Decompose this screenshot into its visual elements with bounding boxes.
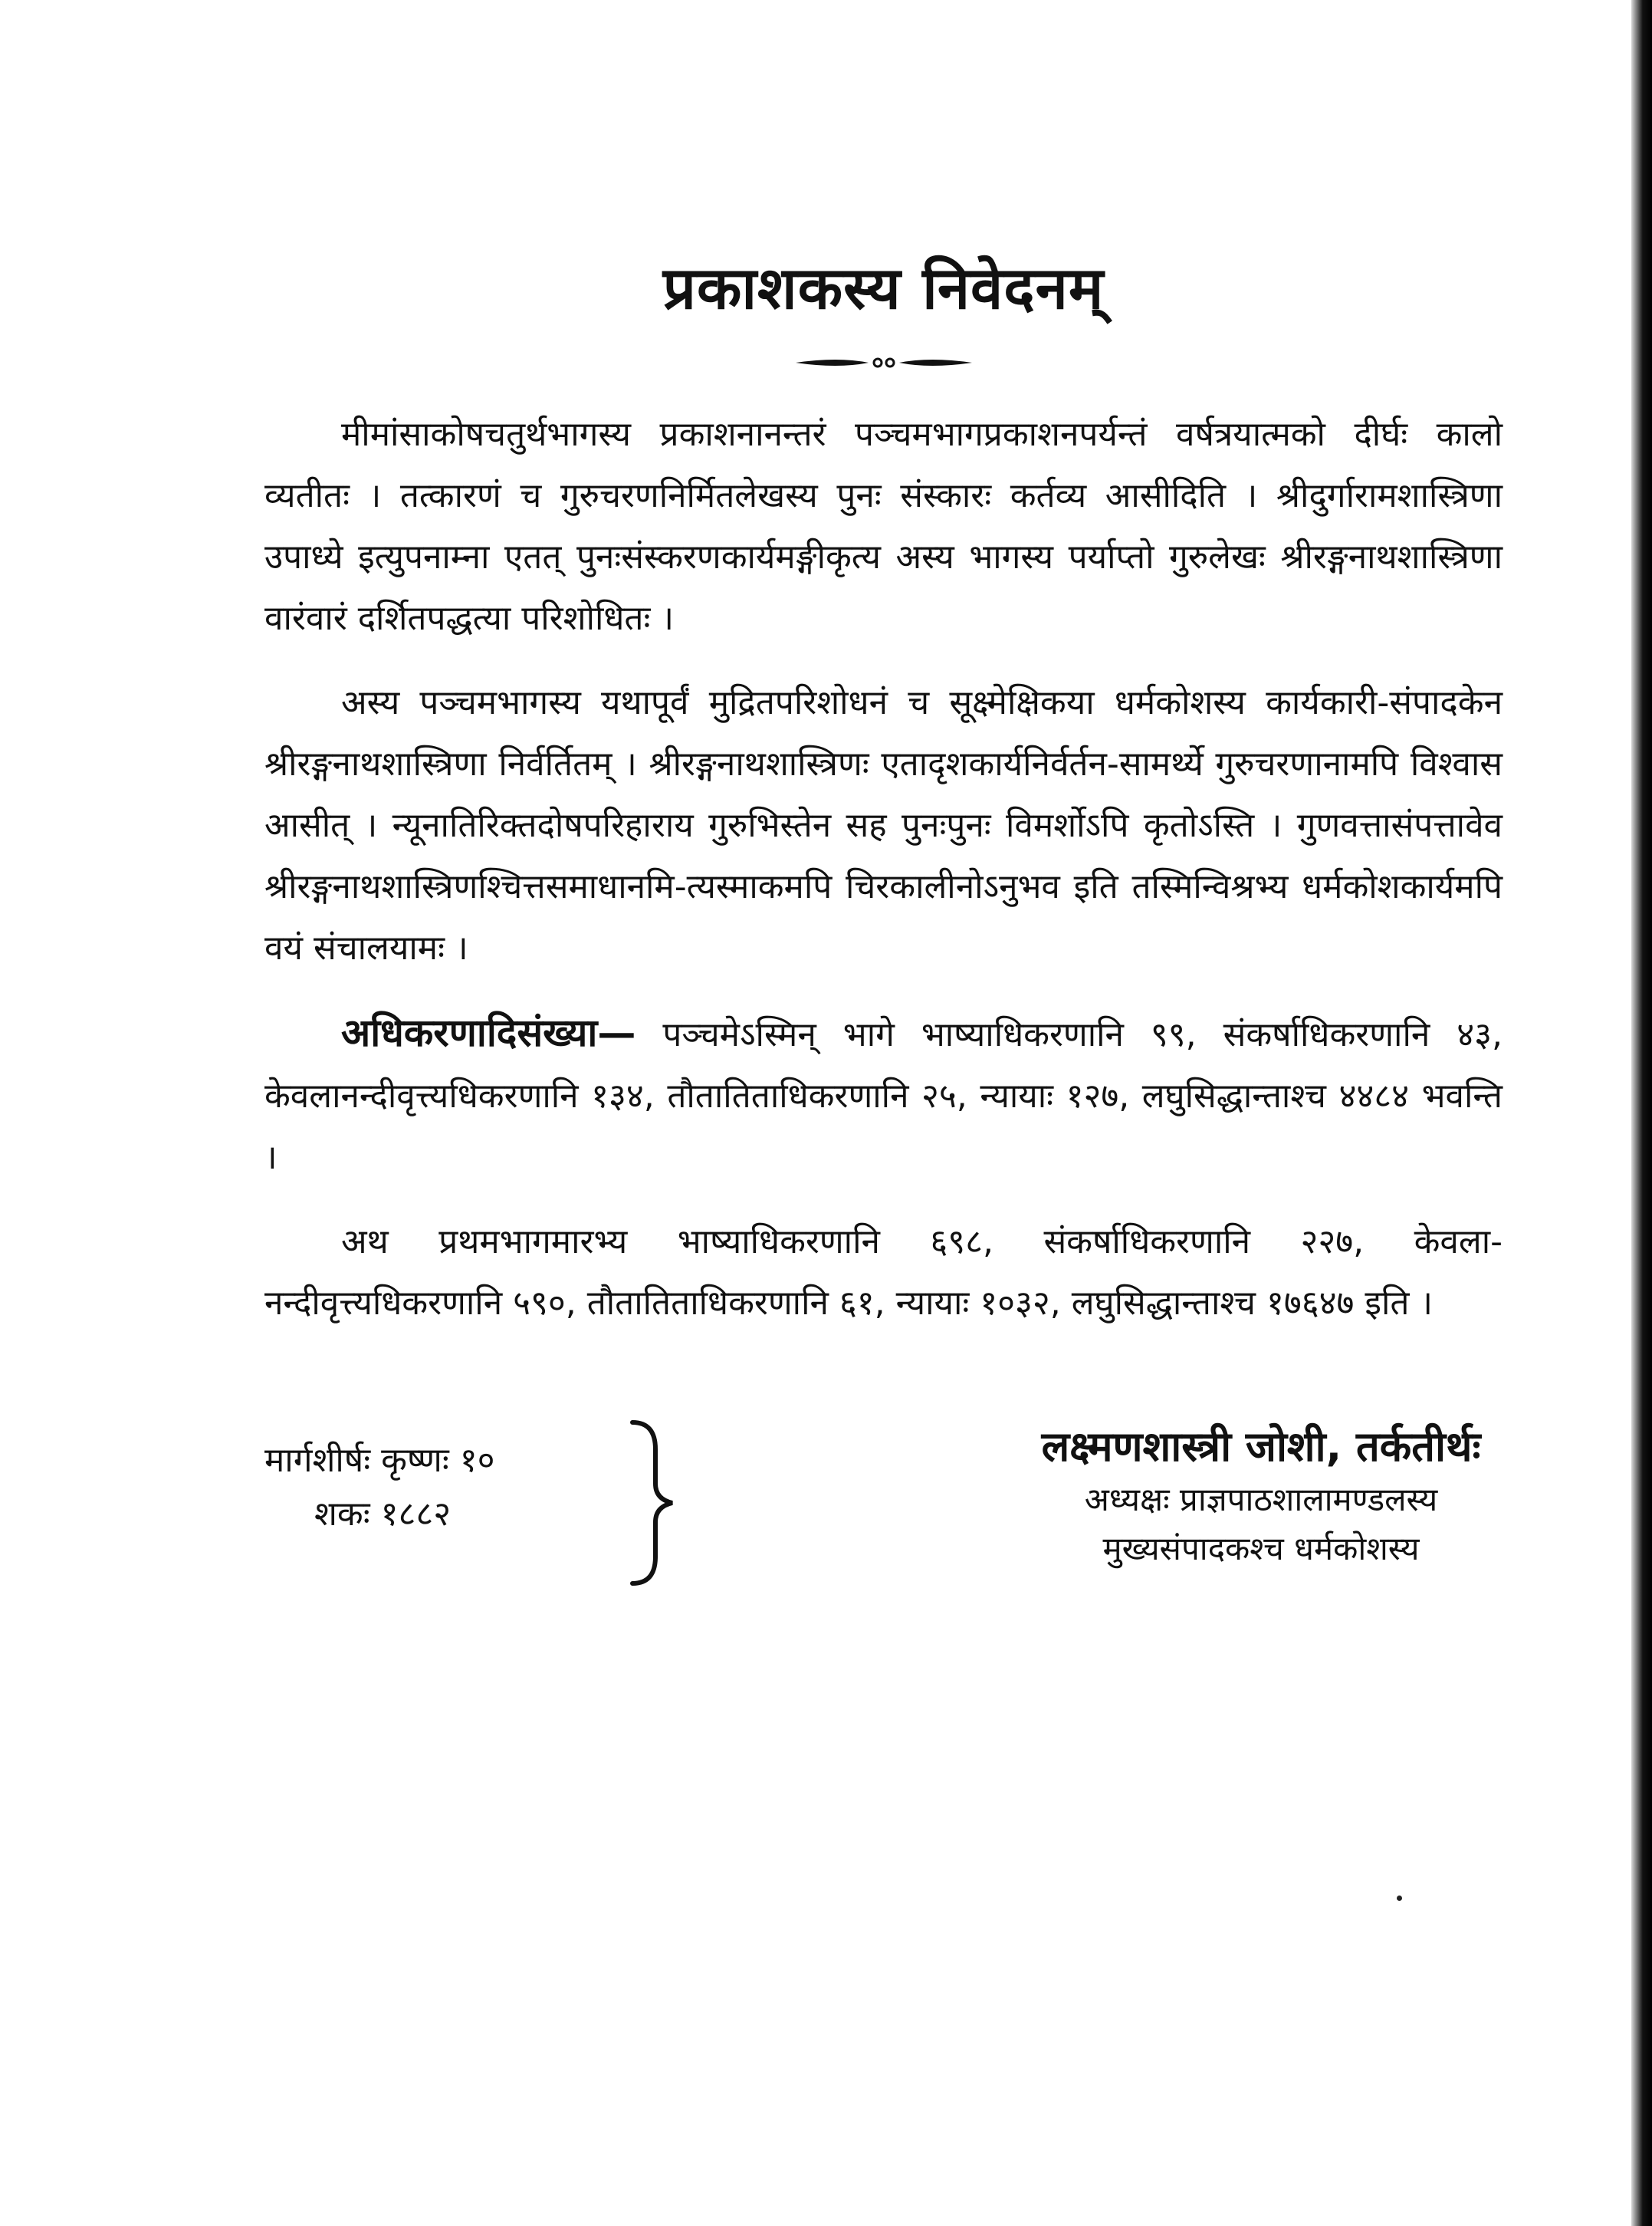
intro-paragraph: मीमांसाकोषचतुर्थभागस्य प्रकाशनानन्तरं पञ्चमभागप्रकाशनपर्यन्तं वर्षत्रयात्मको दीर्घः कालो व्यतीतः । तत्कारणं च गुरुचरणनिर्मितलेखस्य पुनः संस्कारः कर्तव्य आसीदिति । श्रीदुर्गारामशास्त्रिणा उपाध्ये इत्युपनाम्ना एतत् पुनःसंस्करणकार्यमङ्गीकृत्य अस्य भागस्य पर्याप्तो गुरुलेखः श्रीरङ्गनाथशास्त्रिणा वारंवारं दर्शितपद्धत्या परिशोधितः । <box>264 415 1503 639</box>
date-year: शकः १८८२ <box>314 1494 452 1534</box>
page-title: प्रकाशकस्य निवेदनम् <box>662 254 1105 322</box>
signatory-role-2: मुख्यसंपादकश्च धर्मकोशस्य <box>1102 1530 1420 1568</box>
count-heading: अधिकरणादिसंख्या— <box>341 1011 636 1056</box>
date-block <box>264 1434 495 1541</box>
signature-block <box>1020 1419 1503 1573</box>
editor-paragraph: अस्य पञ्चमभागस्य यथापूर्वं मुद्रितपरिशोधनं च सूक्ष्मेक्षिकया धर्मकोशस्य कार्यकारी-संपादकेन श्रीरङ्गनाथशास्त्रिणा निर्वर्तितम् । श्रीरङ्गनाथशास्त्रिणः एतादृशकार्यनिर्वर्तन-सामर्थ्ये गुरुचरणानामपि विश्वास आसीत् । न्यूनातिरिक्तदोषपरिहाराय गुरुभिस्तेन सह पुनःपुनः विमर्शोऽपि कृतोऽस्ति । गुणवत्तासंपत्तावेव श्रीरङ्गनाथशास्त्रिणश्चित्तसमाधानमि-त्यस्माकमपि चिरकालीनोऽनुभव इति तस्मिन्विश्रभ्य धर्मकोशकार्यमपि वयं संचालयामः । <box>264 683 1503 968</box>
scan-edge <box>1631 0 1652 2226</box>
count-paragraph <box>264 1002 1503 1189</box>
signatory-role-1: अध्यक्षः प्राज्ञपाठशालामण्डलस्य <box>1084 1481 1438 1519</box>
divider-ornament-icon <box>792 352 976 373</box>
right-brace-icon <box>625 1419 678 1587</box>
total-paragraph: अथ प्रथमभागमारभ्य भाष्याधिकरणानि ६९८, संकर्षाधिकरणानि २२७, केवला-नन्दीवृत्त्यधिकरणानि ५९०, तौतातिताधिकरणानि ६१, न्यायाः १०३२, लघुसिद्धान्ताश्च १७६४७ इति । <box>264 1222 1503 1323</box>
document-page <box>264 253 1503 1618</box>
signatory-name: लक्ष्मणशास्त्री जोशी, तर्कतीर्थः <box>1041 1422 1481 1471</box>
footer <box>264 1419 1503 1618</box>
date-month: मार्गशीर्षः कृष्णः १० <box>264 1441 495 1481</box>
scan-speck <box>1397 1896 1402 1901</box>
count-text: पञ्चमेऽस्मिन् भागे भाष्याधिकरणानि ९९, संकर्षाधिकरणानि ४३, केवलानन्दीवृत्त्यधिकरणानि १३४, तौतातिताधिकरणानि २५, न्यायाः १२७, लघुसिद्धान्ताश्च ४४८४ भवन्ति । <box>264 1015 1503 1178</box>
